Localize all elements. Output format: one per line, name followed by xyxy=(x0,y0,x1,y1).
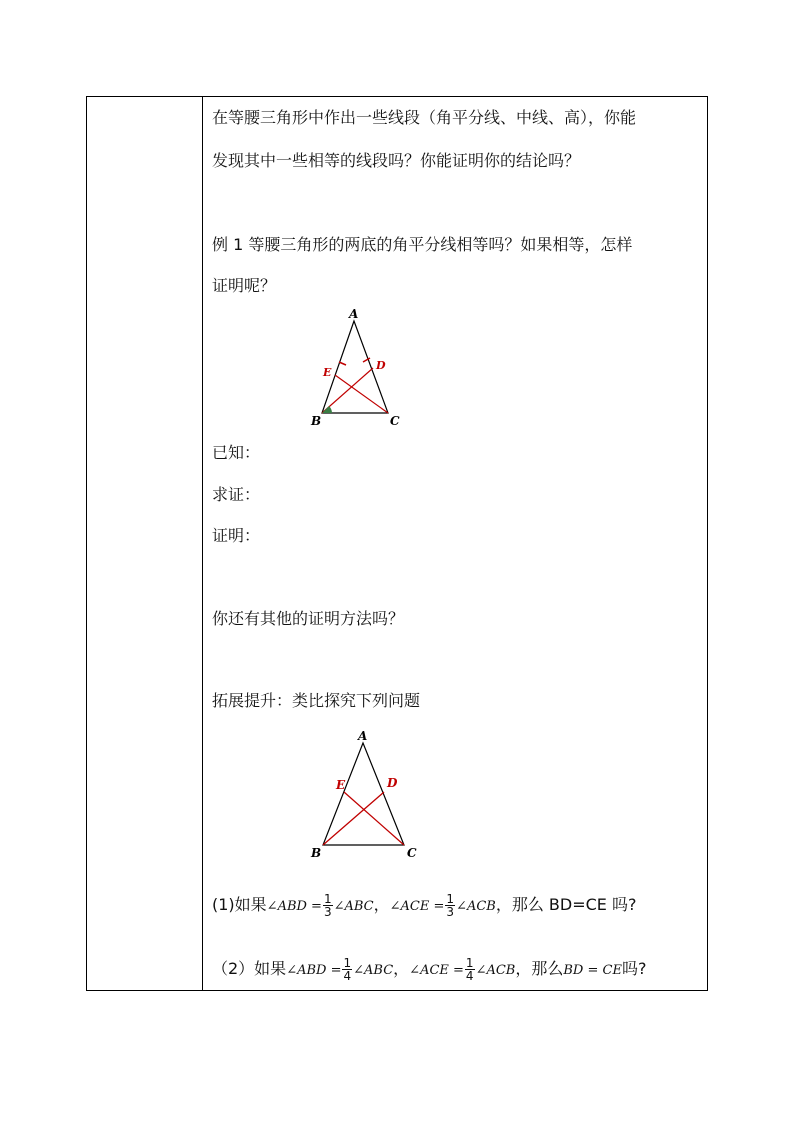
label-a: A xyxy=(349,307,359,321)
question-2-angle-acb: ∠ACB xyxy=(475,963,516,978)
label-d-2: D xyxy=(387,776,398,790)
lesson-table xyxy=(86,96,708,991)
fraction-denominator: 3 xyxy=(446,905,455,919)
question-2-separator: ， xyxy=(393,959,410,978)
question-1-angle-abd: ∠ABD = xyxy=(266,899,322,914)
example-line-1: 例 1 等腰三角形的两底的角平分线相等吗？如果相等，怎样 xyxy=(212,235,633,254)
label-c-2: C xyxy=(407,846,417,859)
given-label: 已知： xyxy=(212,443,261,462)
question-2-angle-abc: ∠ABC xyxy=(353,963,394,978)
triangle-figure-2 xyxy=(302,729,432,859)
question-1-angle-acb: ∠ACB xyxy=(456,899,496,914)
fraction-numerator: 1 xyxy=(343,956,352,970)
other-methods-text: 你还有其他的证明方法吗？ xyxy=(212,609,405,628)
table-right-column xyxy=(204,97,707,990)
intro-line-2: 发现其中一些相等的线段吗？你能证明你的结论吗？ xyxy=(212,151,581,170)
prove-label: 求证： xyxy=(212,485,261,504)
fraction-denominator: 3 xyxy=(323,905,332,919)
question-2-prefix: （2）如果 xyxy=(212,959,287,978)
question-1-angle-abc: ∠ABC xyxy=(333,899,374,914)
fraction-one-third-1 xyxy=(323,893,333,918)
question-2-suffix-end: 吗? xyxy=(621,959,647,978)
question-1 xyxy=(212,893,636,918)
triangle-figure-1 xyxy=(302,307,412,427)
fraction-numerator: 1 xyxy=(465,956,474,970)
question-1-angle-ace: ∠ACE = xyxy=(389,899,445,914)
fraction-one-fourth-1 xyxy=(342,957,352,982)
extension-title: 拓展提升：类比探究下列问题 xyxy=(212,691,421,710)
tick-mark-ab xyxy=(339,362,346,365)
fraction-one-third-2 xyxy=(445,893,455,918)
table-left-column xyxy=(87,97,203,990)
question-1-prefix: (1)如果 xyxy=(212,895,267,914)
fraction-numerator: 1 xyxy=(323,892,332,906)
fraction-numerator: 1 xyxy=(446,892,455,906)
label-a-2: A xyxy=(358,729,368,743)
question-2-suffix-prefix: ，那么 xyxy=(515,959,564,978)
label-e-2: E xyxy=(336,778,346,792)
question-2-angle-ace: ∠ACE = xyxy=(409,963,464,978)
question-2-angle-abd: ∠ABD = xyxy=(286,963,342,978)
intro-line-1: 在等腰三角形中作出一些线段（角平分线、中线、高），你能 xyxy=(212,108,637,127)
example-line-2: 证明呢？ xyxy=(212,276,277,295)
fraction-denominator: 4 xyxy=(343,969,352,983)
label-e: E xyxy=(323,366,332,379)
fraction-denominator: 4 xyxy=(465,969,474,983)
question-1-suffix: ，那么 BD=CE 吗? xyxy=(495,895,637,914)
label-c: C xyxy=(390,414,400,427)
label-b-2: B xyxy=(311,846,322,859)
label-d: D xyxy=(376,359,386,372)
proof-label: 证明： xyxy=(212,526,261,545)
question-2 xyxy=(212,957,646,982)
question-2-equation: BD = CE xyxy=(563,963,622,978)
triangle-abc-2 xyxy=(323,743,404,845)
fraction-one-fourth-2 xyxy=(465,957,475,982)
label-b: B xyxy=(311,414,322,427)
question-1-separator: ， xyxy=(373,895,390,914)
